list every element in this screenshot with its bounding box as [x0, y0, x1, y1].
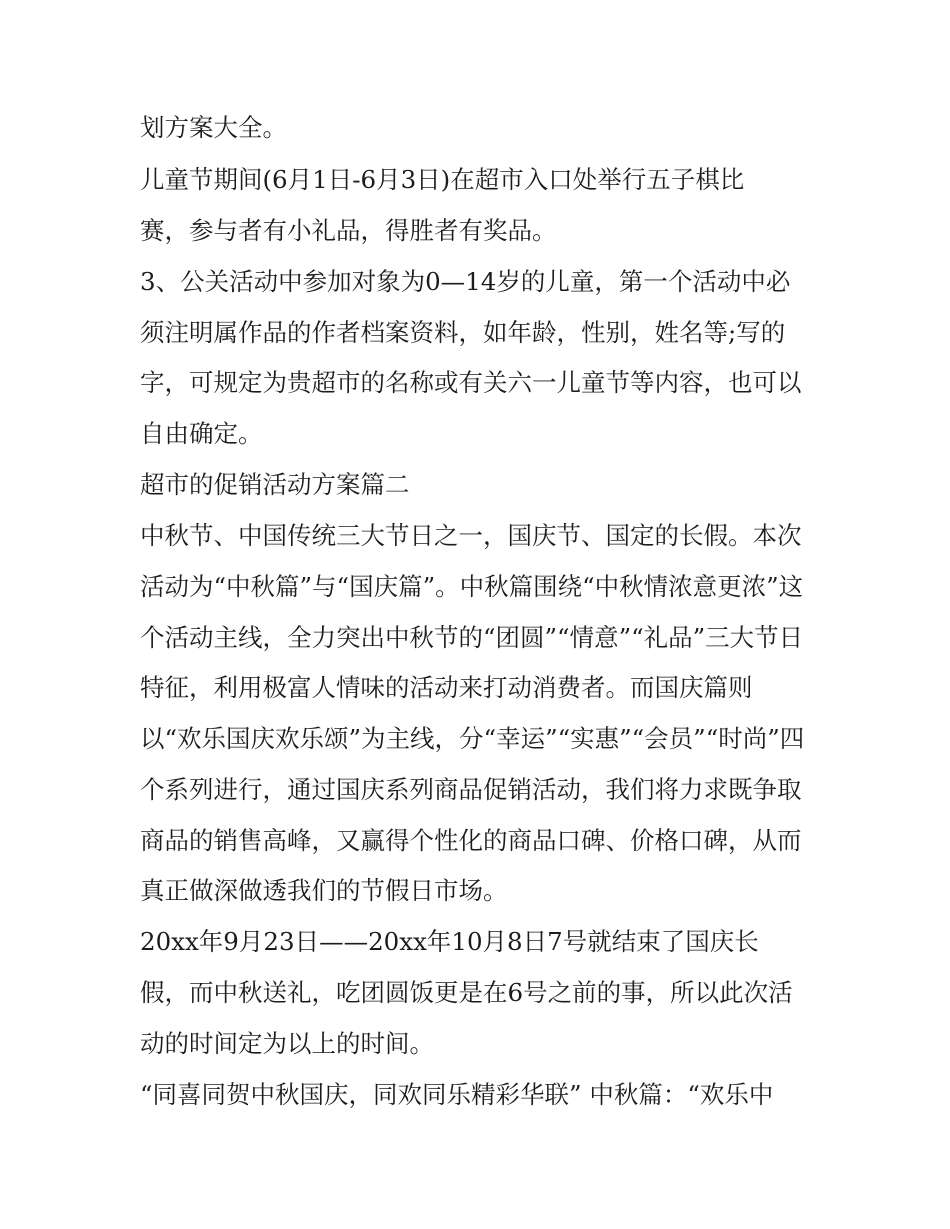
text-line: 动的时间定为以上的时间。	[140, 1029, 434, 1058]
text-line: “同喜同贺中秋国庆，同欢同乐精彩华联” 中秋篇：“欢乐中	[140, 1080, 774, 1109]
text-line: 划方案大全。	[140, 113, 287, 142]
text-line: 字，可规定为贵超市的名称或有关六一儿童节等内容，也可以	[140, 368, 802, 397]
text-line: 赛，参与者有小礼品，得胜者有奖品。	[140, 216, 557, 245]
text-line: 3、公关活动中参加对象为0—14岁的儿童，第一个活动中必	[140, 267, 791, 296]
text-line: 中秋节、中国传统三大节日之一，国庆节、国定的长假。本次	[140, 521, 802, 550]
text-line: 20xx年9月23日——20xx年10月8日7号就结束了国庆长	[140, 927, 759, 956]
text-line: 假，而中秋送礼，吃团圆饭更是在6号之前的事，所以此次活	[140, 978, 793, 1007]
text-line: 自由确定。	[140, 419, 263, 448]
text-line: 个系列进行，通过国庆系列商品促销活动，我们将力求既争取	[140, 775, 802, 804]
text-line: 特征，利用极富人情味的活动来打动消费者。而国庆篇则	[140, 673, 753, 702]
text-line: 真正做深做透我们的节假日市场。	[140, 876, 508, 905]
text-line: 活动为“中秋篇”与“国庆篇”。中秋篇围绕“中秋情浓意更浓”这	[140, 572, 804, 601]
text-line: 儿童节期间(6月1日-6月3日)在超市入口处举行五子棋比	[140, 165, 745, 194]
text-line: 个活动主线，全力突出中秋节的“团圆”“情意”“礼品”三大节日	[140, 623, 804, 652]
text-line: 以“欢乐国庆欢乐颂”为主线，分“幸运”“实惠”“会员”“时尚”四	[140, 724, 805, 753]
text-line: 须注明属作品的作者档案资料，如年龄，性别，姓名等;写的	[140, 318, 786, 347]
text-line: 商品的销售高峰，又赢得个性化的商品口碑、价格口碑，从而	[140, 826, 802, 855]
section-heading: 超市的促销活动方案篇二	[140, 470, 410, 499]
